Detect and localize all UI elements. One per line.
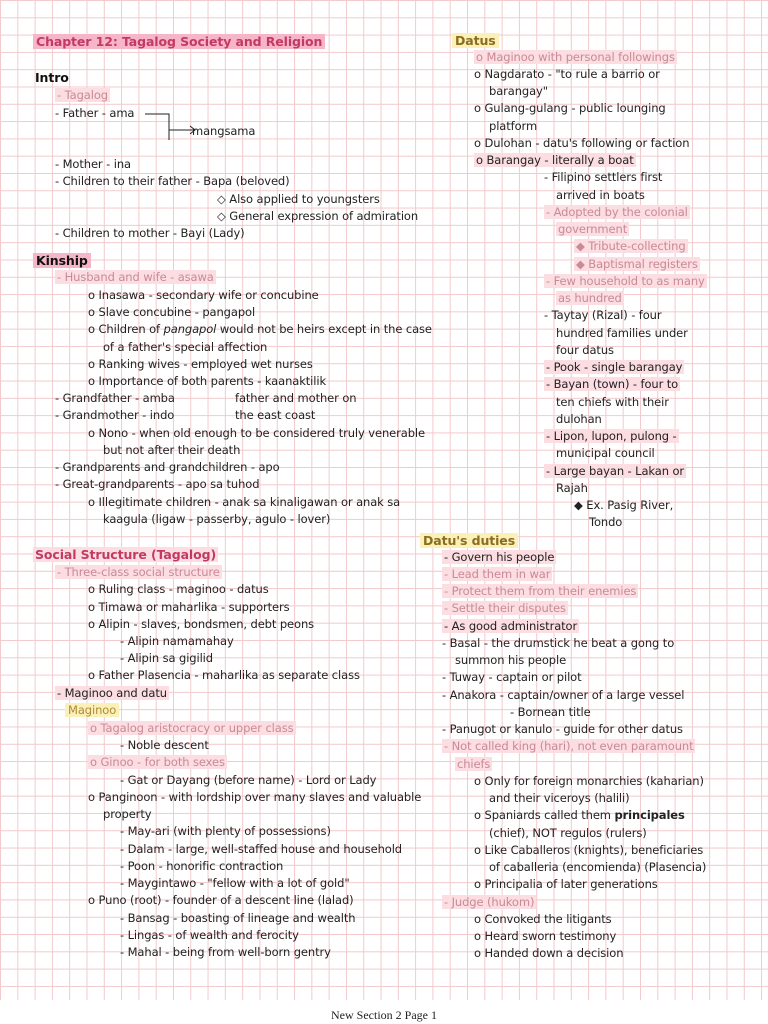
datus-subline: dulohan: [556, 412, 602, 426]
datus-subline: - Filipino settlers first: [544, 170, 663, 184]
kinship-line: o Importance of both parents - kaanaktilik: [88, 374, 327, 388]
kinship-note: father and mother on: [235, 391, 357, 405]
datus-subline: arrived in boats: [556, 188, 645, 202]
duties-protect: - Protect them from their enemies: [444, 584, 637, 598]
duties-line: [442, 619, 579, 634]
duties-lead: - Lead them in war: [444, 567, 551, 581]
duties-heading: [420, 533, 518, 548]
social-line: [55, 686, 169, 701]
social-line: o Timawa or maharlika - supporters: [88, 600, 290, 614]
intro-subline: ◇ General expression of admiration: [217, 209, 419, 223]
datus-subline: municipal council: [556, 446, 655, 460]
datus-subline: Rajah: [556, 481, 588, 495]
intro-tagalog: - Tagalog: [57, 88, 108, 102]
duties-line: o Principalia of later generations: [474, 877, 658, 891]
social-aristocracy: o Tagalog aristocracy or upper class: [90, 721, 294, 735]
kinship-line: o Nono - when old enough to be considered truly venerable: [88, 426, 425, 440]
kinship-note: the east coast: [235, 408, 316, 422]
datus-subsubline: [574, 239, 688, 254]
duties-line: o Heard sworn testimony: [474, 929, 617, 943]
kinship-line: - Grandmother - indo: [55, 408, 175, 422]
intro-line: - Father - ama: [55, 106, 135, 120]
social-line: [88, 755, 227, 770]
duties-line: [455, 757, 492, 772]
datus-subline: hundred families under: [556, 326, 688, 340]
duties-line: - Anakora - captain/owner of a large vessel: [442, 688, 685, 702]
duties-line: [442, 895, 536, 910]
datus-subline: ten chiefs with their: [556, 395, 669, 409]
social-subline: - Dalam - large, well-staffed house and household: [120, 842, 402, 856]
intro-line: - Children to mother - Bayi (Lady): [55, 226, 245, 240]
duties-subline: - Bornean title: [510, 705, 591, 719]
datus-subsubline: ◆ Ex. Pasig River,: [574, 498, 674, 512]
duties-line: - Tuway - captain or pilot: [442, 670, 582, 684]
social-line: o Puno (root) - founder of a descent line (lalad): [88, 893, 354, 907]
social-line: o Alipin - slaves, bondsmen, debt peons: [88, 617, 315, 631]
datus-hundred: as hundred: [558, 291, 622, 305]
duties-line: - Panugot or kanulo - guide for other datus: [442, 722, 683, 736]
datus-subline: - Taytay (Rizal) - four: [544, 308, 662, 322]
social-subline: - Gat or Dayang (before name) - Lord or Lady: [120, 773, 377, 787]
kinship-heading: [33, 253, 91, 268]
datus-subline: [544, 360, 684, 375]
datus-line: platform: [489, 119, 538, 133]
social-line: [55, 565, 222, 580]
social-heading: [33, 547, 218, 562]
duties-chiefs: chiefs: [457, 757, 491, 771]
datus-bayan: - Bayan (town) - four to: [546, 377, 679, 391]
datus-subsubline: Tondo: [589, 515, 623, 529]
datus-heading: [452, 33, 499, 48]
datus-line: barangay": [489, 84, 548, 98]
datus-subline: [544, 274, 707, 289]
duties-line: o Like Caballeros (knights), beneficiaries: [474, 843, 704, 857]
social-subline: - Noble descent: [120, 738, 209, 752]
kinship-line: - Grandfather - amba: [55, 391, 175, 405]
kinship-line: [88, 322, 432, 337]
intro-subline: ◇ Also applied to youngsters: [217, 192, 380, 206]
page-footer: New Section 2 Page 1: [331, 1008, 437, 1022]
datus-line: o Nagdarato - "to rule a barrio or: [474, 67, 660, 81]
intro-line: [55, 88, 110, 103]
kinship-line: [55, 270, 216, 285]
intro-heading: Intro: [35, 70, 69, 85]
page-title: [33, 34, 325, 49]
duties-settle: - Settle their disputes: [444, 601, 566, 615]
kinship-text: o Children of: [88, 322, 164, 336]
social-maginoo-datu: - Maginoo and datu: [57, 686, 167, 700]
social-subheading: [65, 703, 119, 718]
kinship-line: kaagula (ligaw - passerby, agulo - lover): [103, 512, 331, 526]
social-line: o Ruling class - maginoo - datus: [88, 582, 269, 596]
datus-baptismal: ◆ Baptismal registers: [576, 257, 698, 271]
page-title-text: Chapter 12: Tagalog Society and Religion: [33, 34, 325, 49]
kinship-line: o Slave concubine - pangapol: [88, 305, 256, 319]
datus-lipon: - Lipon, lupon, pulong -: [546, 429, 677, 443]
datus-adopted: - Adopted by the colonial: [546, 205, 688, 219]
mangsama-label: mangsama: [192, 124, 256, 138]
datus-subline: [556, 291, 624, 306]
duties-line: o Only for foreign monarchies (kaharian): [474, 774, 704, 788]
duties-administrator: - As good administrator: [444, 619, 578, 633]
datus-large-bayan: - Large bayan - Lakan or: [546, 464, 685, 478]
intro-line: - Mother - ina: [55, 157, 131, 171]
social-subline: - Bansag - boasting of lineage and wealth: [120, 911, 356, 925]
duties-line: [474, 808, 685, 823]
datus-subline: four datus: [556, 343, 614, 357]
kinship-asawa: - Husband and wife - asawa: [57, 270, 214, 284]
kinship-italic: pangapol: [163, 322, 217, 336]
social-line: [88, 721, 296, 736]
datus-barangay: o Barangay - literally a boat: [476, 153, 634, 167]
duties-line: of caballeria (encomienda) (Plasencia): [489, 860, 707, 874]
social-subline: - Mahal - being from well-born gentry: [120, 945, 331, 959]
datus-subline: [556, 222, 629, 237]
duties-line: o Convoked the litigants: [474, 912, 612, 926]
social-subline: - Alipin namamahay: [120, 634, 234, 648]
datus-government: government: [558, 222, 628, 236]
maginoo-subheading-text: Maginoo: [65, 703, 119, 717]
kinship-text: would not be heirs except in the case: [216, 322, 432, 336]
datus-subline: [544, 464, 686, 479]
social-subline: - May-ari (with plenty of possessions): [120, 824, 331, 838]
kinship-line: o Ranking wives - employed wet nurses: [88, 357, 313, 371]
datus-subsubline: [574, 257, 700, 272]
social-subline: - Alipin sa gigilid: [120, 651, 213, 665]
datus-household: - Few household to as many: [546, 274, 705, 288]
datus-line: o Dulohan - datu's following or faction: [474, 136, 690, 150]
datus-maginoo: o Maginoo with personal followings: [476, 50, 675, 64]
social-line: o Father Plasencia - maharlika as separate class: [88, 668, 360, 682]
datus-line: o Gulang-gulang - public lounging: [474, 101, 666, 115]
duties-line: [442, 601, 568, 616]
duties-line: o Handed down a decision: [474, 946, 624, 960]
duties-line: [442, 550, 556, 565]
datus-heading-text: Datus: [452, 33, 499, 48]
duties-line: - Basal - the drumstick he beat a gong to: [442, 636, 675, 650]
social-line: property: [103, 807, 152, 821]
kinship-line: o Inasawa - secondary wife or concubine: [88, 288, 319, 302]
datus-subline: [544, 429, 679, 444]
duties-line: summon his people: [455, 653, 567, 667]
duties-not-king: - Not called king (hari), not even paramount: [444, 739, 694, 753]
kinship-line: - Great-grandparents - apo sa tuhod: [55, 477, 260, 491]
social-heading-text: Social Structure (Tagalog): [35, 547, 217, 562]
social-three-class: - Three-class social structure: [57, 565, 220, 579]
datus-line: [474, 153, 636, 168]
duties-line: (chief), NOT regulos (rulers): [489, 826, 647, 840]
kinship-line: - Grandparents and grandchildren - apo: [55, 460, 280, 474]
duties-govern: - Govern his people: [444, 550, 555, 564]
intro-line: - Children to their father - Bapa (beloved): [55, 174, 290, 188]
duties-line: [442, 739, 695, 754]
duties-principales: principales: [614, 808, 685, 822]
social-ginoo: o Ginoo - for both sexes: [90, 755, 225, 769]
kinship-heading-text: Kinship: [33, 253, 91, 268]
duties-judge: - Judge (hukom): [444, 895, 535, 909]
datus-line: [474, 50, 677, 65]
datus-subline: [544, 205, 690, 220]
datus-tribute: ◆ Tribute-collecting: [576, 239, 686, 253]
kinship-line: but not after their death: [103, 443, 241, 457]
duties-line: [442, 567, 552, 582]
kinship-line: of a father's special affection: [103, 340, 268, 354]
social-line: o Panginoon - with lordship over many slaves and valuable: [88, 790, 422, 804]
social-subline: - Poon - honorific contraction: [120, 859, 284, 873]
social-subline: - Maygintawo - "fellow with a lot of gold": [120, 876, 350, 890]
duties-heading-text: Datu's duties: [420, 533, 518, 548]
duties-line: [442, 584, 638, 599]
kinship-line: o Illegitimate children - anak sa kinaligawan or anak sa: [88, 495, 401, 509]
social-subline: - Lingas - of wealth and ferocity: [120, 928, 299, 942]
datus-subline: [544, 377, 680, 392]
datus-pook: - Pook - single barangay: [546, 360, 683, 374]
duties-text: o Spaniards called them: [474, 808, 615, 822]
duties-line: and their viceroys (halili): [489, 791, 630, 805]
